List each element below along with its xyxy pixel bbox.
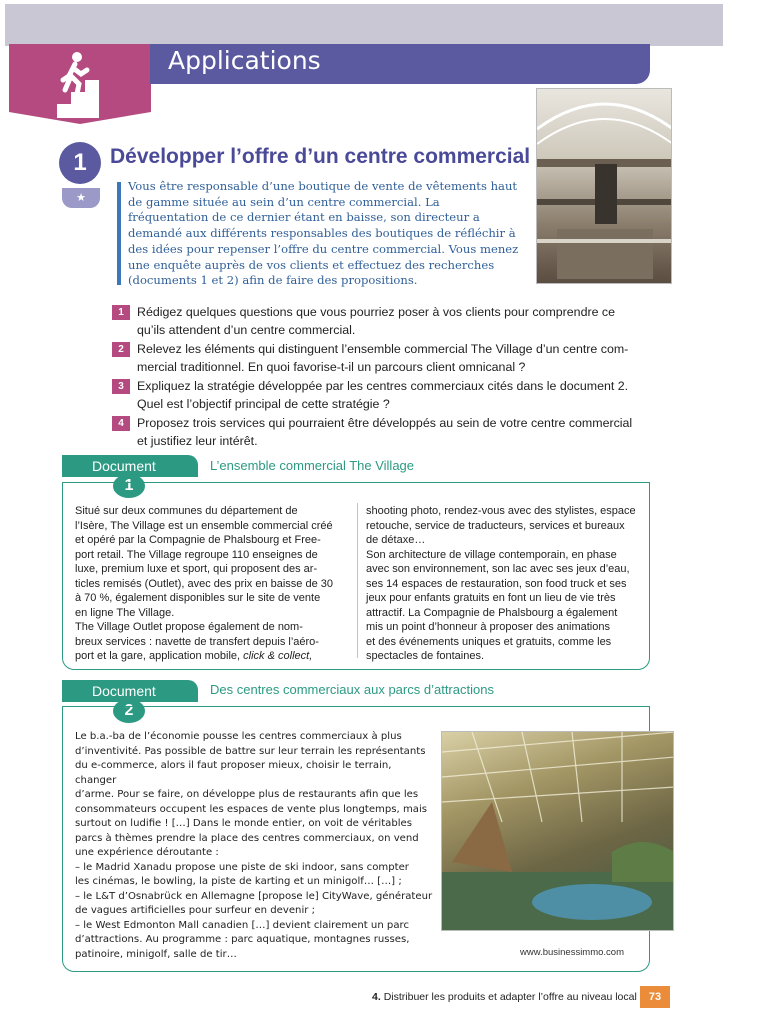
page-number: 73 bbox=[640, 986, 670, 1008]
document-1-column-left bbox=[75, 504, 347, 664]
italic-term: click & collect, bbox=[243, 650, 313, 662]
section-title: Applications bbox=[168, 46, 321, 75]
question-number: 4 bbox=[112, 416, 130, 431]
text-line: parcs à thèmes prendre la place des centres commerciaux, on vend bbox=[75, 832, 419, 844]
text-line: attractif. La Compagnie de Phalsbourg a également bbox=[366, 606, 618, 619]
text-line: et des événements uniques et gratuits, comme les bbox=[366, 635, 612, 648]
text-line: luxe, premium luxe et sport, qui proposent des ar- bbox=[75, 563, 318, 575]
text-line: avec son environnement, son lac avec ses jeux d’eau, bbox=[366, 563, 630, 575]
text-line: spectacles de fontaines. bbox=[366, 650, 485, 662]
document-2-source: www.businessimmo.com bbox=[520, 947, 624, 958]
section-badge bbox=[9, 44, 151, 124]
document-1-column-right bbox=[366, 504, 640, 664]
question-text: et justifiez leur intérêt. bbox=[137, 434, 258, 448]
text-line: port retail. The Village regroupe 110 enseignes de bbox=[75, 548, 318, 561]
question-text: Expliquez la stratégie développée par les centres commerciaux cités dans le document 2. bbox=[137, 379, 629, 393]
text-line: – le West Edmonton Mall canadien […] devient clairement un parc bbox=[75, 919, 409, 931]
text-line: breux services : navette de transfert depuis l’aéro- bbox=[75, 635, 319, 648]
question-text: Quel est l’objectif principal de cette stratégie ? bbox=[137, 397, 390, 411]
text-line: ticles remisés (Outlet), avec des prix en baisse de 30 bbox=[75, 577, 334, 590]
application-title: Développer l’offre d’un centre commercial bbox=[110, 145, 531, 168]
application-intro: Vous être responsable d’une boutique de vente de vêtements haut de gamme située au sein d’un centre commercial. La fréquentation de ce dernier étant en baisse, son directeur a demandé aux différents responsables des boutiques de réfléchir à des idées pour repenser l’offre du centre commercial. Vous menez une enquête auprès de vos clients et effectuez des recherches (documents 1 et 2) afin de faire des propositions. bbox=[128, 179, 519, 288]
text-line: et opéré par la Compagnie de Phalsbourg et Free- bbox=[75, 534, 321, 546]
text-line: à 70 %, également disponibles sur le site de vente bbox=[75, 592, 321, 604]
footer-chapter bbox=[372, 991, 637, 1003]
text-line: surtout on ludifie ! […] Dans le monde entier, on voit de véritables bbox=[75, 818, 413, 829]
question-text: Relevez les éléments qui distinguent l’ensemble commercial The Village d’un centre com- bbox=[137, 342, 629, 356]
text-line: jeux pour enfants gratuits en font un lieu de vie très bbox=[366, 592, 616, 604]
text-line: Son architecture de village contemporain, en phase bbox=[366, 548, 617, 561]
document-1-number: 1 bbox=[113, 474, 145, 498]
question-number: 3 bbox=[112, 379, 130, 394]
text-line: – le L&T d’Osnabrück en Allemagne [propose le] CityWave, générateur bbox=[75, 890, 433, 902]
question-text: Rédigez quelques questions que vous pourriez poser à vos clients pour comprendre ce bbox=[137, 305, 616, 319]
text-line: – le Madrid Xanadu propose une piste de ski indoor, sans compter bbox=[75, 861, 409, 873]
text-line: d’arme. Pour se faire, on développe plus de restaurants afin que les bbox=[75, 789, 419, 800]
document-2-label: Document bbox=[62, 680, 198, 702]
text-line: retouche, service de traducteurs, services et bureaux bbox=[366, 519, 625, 532]
text-line: d’inventivité. Pas possible de battre sur leur terrain les représentants bbox=[75, 745, 426, 757]
column-divider bbox=[357, 503, 358, 658]
header-band bbox=[5, 4, 723, 46]
question-number: 1 bbox=[112, 305, 130, 320]
application-number: 1 bbox=[59, 142, 101, 184]
question-text: mercial traditionnel. En quoi favorise-t-il un parcours client omnicanal ? bbox=[137, 360, 526, 374]
text-line: port et la gare, application mobile, click & collect, bbox=[75, 650, 313, 662]
text-line: shooting photo, rendez-vous avec des stylistes, espace bbox=[366, 505, 636, 517]
text-line: du e-commerce, alors il faut proposer mieux, choisir le terrain, changer bbox=[75, 760, 392, 786]
chapter-number: 4. bbox=[372, 991, 381, 1003]
text-line: de vagues artificielles pour surfeur en devenir ; bbox=[75, 905, 316, 916]
question-text: Proposez trois services qui pourraient être développés au sein de votre centre commercial bbox=[137, 416, 633, 430]
document-2-title: Des centres commerciaux aux parcs d’attractions bbox=[210, 682, 494, 697]
text-line: The Village Outlet propose également de nom- bbox=[75, 621, 303, 633]
document-2-text bbox=[75, 730, 433, 962]
text-line: l’Isère, The Village est un ensemble commercial créé bbox=[75, 519, 333, 532]
text-line: les cinémas, le bowling, la piste de karting et un minigolf… […] ; bbox=[75, 876, 402, 887]
text-line: Situé sur deux communes du département de bbox=[75, 505, 298, 517]
mall-interior-photo bbox=[536, 88, 672, 284]
text-line: d’attractions. Au programme : parc aquatique, montagnes russes, bbox=[75, 934, 410, 945]
indoor-theme-park-photo bbox=[441, 731, 674, 931]
document-2-number: 2 bbox=[113, 699, 145, 723]
text-line: patinoire, minigolf, salle de tir… bbox=[75, 948, 237, 960]
text-line: de détaxe… bbox=[366, 534, 426, 546]
text-line: une expérience déroutante : bbox=[75, 847, 219, 858]
question-number: 2 bbox=[112, 342, 130, 357]
text-line: mis un point d’honneur à proposer des animations bbox=[366, 621, 610, 633]
chapter-title: Distribuer les produits et adapter l’offre au niveau local bbox=[383, 991, 637, 1003]
question-text: qu’ils attendent d’un centre commercial. bbox=[137, 323, 356, 337]
stairs-climber-icon bbox=[9, 44, 151, 124]
text-line: Le b.a.-ba de l’économie pousse les centres commerciaux à plus bbox=[75, 731, 402, 742]
intro-accent-bar bbox=[117, 182, 121, 285]
text-line: ses 14 espaces de restauration, son food truck et ses bbox=[366, 577, 627, 590]
document-1-label: Document bbox=[62, 455, 198, 477]
text-line: en ligne The Village. bbox=[75, 606, 175, 619]
difficulty-star-icon: ★ bbox=[62, 188, 100, 208]
document-1-title: L’ensemble commercial The Village bbox=[210, 458, 415, 473]
text-line: consommateurs occupent les espaces de vente plus longtemps, mais bbox=[75, 803, 428, 815]
